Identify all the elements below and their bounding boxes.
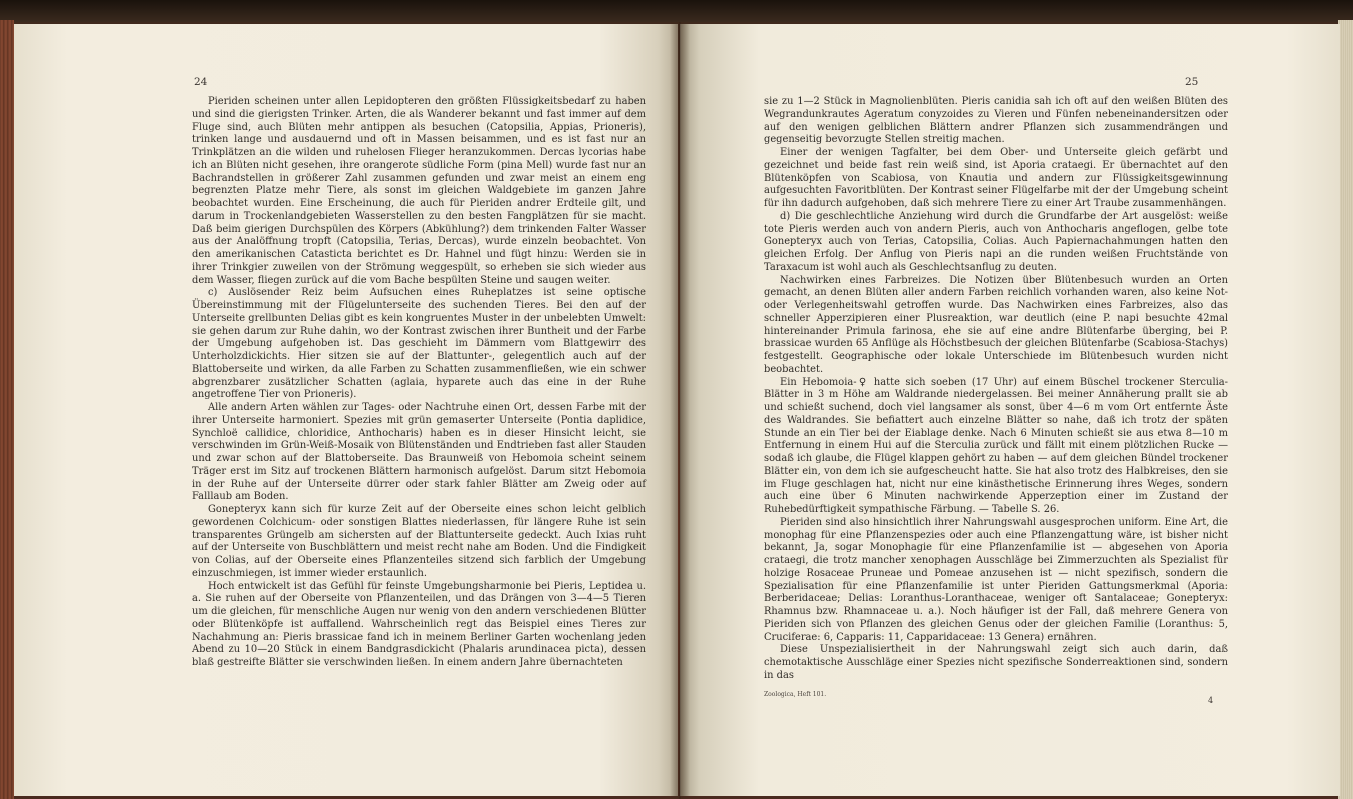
- paragraph: Diese Unspezialisiertheit in der Nahrungswahl zeigt sich auch darin, daß chemotaktische Ausschläge einer Spezies nicht spezifische Sonderreaktionen sind, sondern in das: [764, 644, 1228, 681]
- right-page-text: [764, 96, 1228, 683]
- paragraph: Hoch entwickelt ist das Gefühl für feinste Umgebungsharmonie bei Pieris, Leptidea u. a. Sie ruhen auf der Oberseite von Pflanzenteilen, und das Drängen von 3—4—5 Tieren um die gleichen, für menschliche Augen nur wenig von den andern verschiedenen Blütter oder Blütenköpfe ist auffallend. Wahrscheinlich regt das Beispiel eines Tieres zur Nachahmung an: Pieris brassicae fand ich in meinem Berliner Garten wochenlang jeden Abend zu 10—20 Stück in einem Bandgrasdickicht (Phalaris arundinacea picta), dessen blaß gestreifte Blätter sie verschwinden ließen. In einem andern Jahre übernachteten: [192, 580, 646, 668]
- page-number-left: 24: [194, 76, 208, 88]
- right-page: [680, 24, 1340, 796]
- signature-mark: 4: [1208, 696, 1214, 705]
- paragraph: Pieriden sind also hinsichtlich ihrer Nahrungswahl ausgesprochen uniform. Eine Art, die monophag für eine Pflanzenspezies oder auch eine Pflanzengattung wäre, ist bisher nicht bekannt, Ja, sogar Monophagie für eine Pflanzenfamilie ist — abgesehen von Aporia crataegi, die trotz mancher xenophagen Ausschläge bei Zimmerzuchten als Spezialist für holzige Rosaceae Pruneae und Pomeae anzusehen ist — nicht spezifisch, sondern die Spezialisation für eine Pflanzenfamilie ist unter Pieriden Gattungsmerkmal (Aporia: Berberidaceae; Delias: Loranthus-Loranthaceae, weniger oft Santalaceae; Gonepteryx: Rhamnus bzw. Rhamnaceae u. a.). Noch häufiger ist der Fall, daß mehrere Genera von Pieriden sich von Pflanzen des gleichen Genus oder der gleichen Familie (Loranthus: 5, Cruciferae: 6, Capparis: 11, Capparidaceae: 13 Genera) ernähren.: [764, 516, 1228, 643]
- paragraph: sie zu 1—2 Stück in Magnolienblüten. Pieris canidia sah ich oft auf den weißen Blüten des Wegrandunkrautes Ageratum conyzoides zu Vieren und Fünfen nebeneinandersitzen oder auf den wenigen gelblichen Blättern andrer Pflanzen sich zusammendrängen und gegenseitig bevorzugte Stellen streitig machen.: [764, 96, 1228, 146]
- page-edges-right: [1338, 20, 1353, 799]
- paragraph: c) Auslösender Reiz beim Aufsuchen eines Ruheplatzes ist seine optische Übereinstimmung mit der Flügelunterseite des suchenden Tieres. Bei den auf der Unterseite grellbunten Delias gibt es kein kongruentes Muster in der unbelebten Umwelt: sie gehen darum zur Ruhe dahin, wo der Kontrast zwischen ihrer Buntheit und der Farbe der Umgebung aufgehoben ist. Das geschieht im Dämmern vom Blattgewirr des Unterholzdickichts. Hier sitzen sie auf der Blattunter-, gelegentlich auch auf der Blattoberseite und wirken, da alle Farben zu Schatten zusammenfließen, wie ein schwer abgrenzbarer zusätzlicher Schatten (aglaia, hyparete auch das eine in der Ruhe angetroffene Tier von Prioneris).: [192, 287, 646, 401]
- book-gutter: [670, 22, 690, 799]
- cover-edge-left: [0, 20, 14, 799]
- paragraph: Einer der wenigen Tagfalter, bei dem Ober- und Unterseite gleich gefärbt und gezeichnet und beide fast rein weiß sind, ist Aporia crataegi. Er übernachtet auf den Blütenköpfen von Scabiosa, von Knautia und andern zur Flüssigkeitsgewinnung aufgesuchten Favoritblüten. Der Kontrast seiner Flügelfarbe mit der der Umgebung scheint für ihn dadurch aufgehoben, daß sich mehrere Tiere zu einer Art Traube zusammenhängen.: [764, 147, 1228, 209]
- paragraph: Nachwirken eines Farbreizes. Die Notizen über Blütenbesuch wurden an Orten gemacht, an denen Blüten aller andern Farben reichlich vorhanden waren, also keine Not- oder Verlegenheitswahl getroffen wurde. Das Nachwirken eines Farbreizes, also das schneller Apperzipieren einer Plusreaktion, war deutlich (eine P. napi besuchte 42mal hintereinander Primula farinosa, ehe sie auf eine andre Blütenfarbe überging, bei P. brassicae wurden 65 Anflüge als Höchstbesuch der gleichen Blütenfarbe (Scabiosa-Stachys) festgestellt. Geographische oder lokale Unterschiede im Blütenbesuch wurden nicht beobachtet.: [764, 274, 1228, 375]
- page-number-right: 25: [1185, 76, 1199, 88]
- paragraph: Ein Hebomoia-♀ hatte sich soeben (17 Uhr) auf einem Büschel trockener Sterculia-Blätter in 3 m Höhe am Waldrande niedergelassen. Bei meiner Annäherung prallt sie ab und schießt suchend, doch viel langsamer als sonst, über 4—6 m vom Ort entfernte Äste des Waldrandes. Sie befiattert auch einzelne Blätter so nahe, daß ich trotz der späten Stunde an ein Tier bei der Eiablage denke. Nach 6 Minuten schießt sie aus etwa 8—10 m Entfernung in einem Hui auf die Sterculia zurück und fällt mit einem plötzlichen Rucke — sodaß ich glaube, die Flügel klappen gehört zu haben — auf dem gleichen Bündel trockener Blätter ein, von dem ich sie aufgescheucht hatte. Sie hat also trotz des Halbkreises, den sie im Fluge geschlagen hat, nicht nur eine kinästhetische Erinnerung ihres Weges, sondern auch eine über 6 Minuten nachwirkende Apperzeption einer im Zustand der Ruhebedürftigkeit sympathische Färbung. — Tabelle S. 26.: [764, 376, 1228, 515]
- paragraph: Pieriden scheinen unter allen Lepidopteren den größten Flüssigkeitsbedarf zu haben und sind die gierigsten Trinker. Arten, die als Wanderer bekannt und fast immer auf dem Fluge sind, auch Blüten mehr antippen als besuchen (Catopsilia, Appias, Prioneris), trinken lange und ausdauernd und oft in Massen beisammen, und es ist fast nur an Trinkplätzen an die wilden und ruhelosen Flieger heranzukommen. Dercas lycorias habe ich an Blüten nicht gesehen, ihre orangerote südliche Form (pina Mell) wurde fast nur an Bachrandstellen in größerer Zahl zusammen gefunden und zwar meist an einem eng begrenzten Platze mehr Tiere, als sonst im gleichen Waldgebiete im ganzen Jahre beobachtet wurden. Eine Erscheinung, die auch für Pieriden andrer Erdteile gilt, und darum in Trockenlandgebieten Wasserstellen zu den besten Fangplätzen für sie macht. Daß beim gierigen Durchspülen des Körpers (Abkühlung?) dem trinkenden Falter Wasser aus der Analöffnung tropft (Catopsilia, Terias, Dercas), wurde einzeln beobachtet. Von den amerikanischen Catasticta berichtet es Dr. Hahnel und fügt hinzu: Werden sie in ihrer Trinkgier zuweilen von der Strömung weggespült, so erheben sie sich wieder aus dem Wasser, fliegen zurück auf die vom Bache bespülten Steine und saugen weiter.: [192, 96, 646, 286]
- footer-journal: Zoologica, Heft 101.: [764, 691, 827, 698]
- paragraph: Alle andern Arten wählen zur Tages- oder Nachtruhe einen Ort, dessen Farbe mit der ihrer Unterseite harmoniert. Spezies mit grün gemaserter Unterseite (Pontia daplidice, Synchloë callidice, chloridice, Anthocharis) haben es in dieser Hinsicht leicht, sie verschwinden im Grün-Weiß-Mosaik von Blütenständen und Endtrieben fast aller Stauden und zwar schon auf der Blattoberseite. Das Braunweiß von Hebomoia scheint seinem Träger erst im Sitz auf trockenen Blättern harmonisch aufgelöst. Darum sitzt Hebomoia in der Ruhe auf der Unterseite dürrer oder stark fahler Blätter am Zweig oder auf Falllaub am Boden.: [192, 402, 646, 503]
- left-page: [14, 24, 678, 796]
- book-top-edge: [0, 0, 1353, 22]
- paragraph: d) Die geschlechtliche Anziehung wird durch die Grundfarbe der Art ausgelöst: weiße tote Pieris werden auch von andern Pieris, auch von Anthocharis angeflogen, gelbe tote Gonepteryx auch von Terias, Catopsilia, Colias. Auch Papiernachahmungen hatten den gleichen Erfolg. Der Anflug von Pieris napi an die runden weißen Fruchtstände von Taraxacum ist wohl auch als Geschlechtsanflug zu deuten.: [764, 210, 1228, 273]
- paragraph: Gonepteryx kann sich für kurze Zeit auf der Oberseite eines schon leicht gelblich gewordenen Colchicum- oder sonstigen Blattes niederlassen, für längere Ruhe ist sein transparentes Grüngelb am sichersten auf der Blattunterseite gedeckt. Auch Ixias ruht auf der Unterseite von Buschblättern und meist recht nahe am Boden. Und die Findigkeit von Colias, auf der Oberseite eines Pflanzenteiles sitzend sich farblich der Umgebung einzuschmiegen, ist immer wieder erstaunlich.: [192, 504, 646, 579]
- left-page-text: [192, 96, 646, 670]
